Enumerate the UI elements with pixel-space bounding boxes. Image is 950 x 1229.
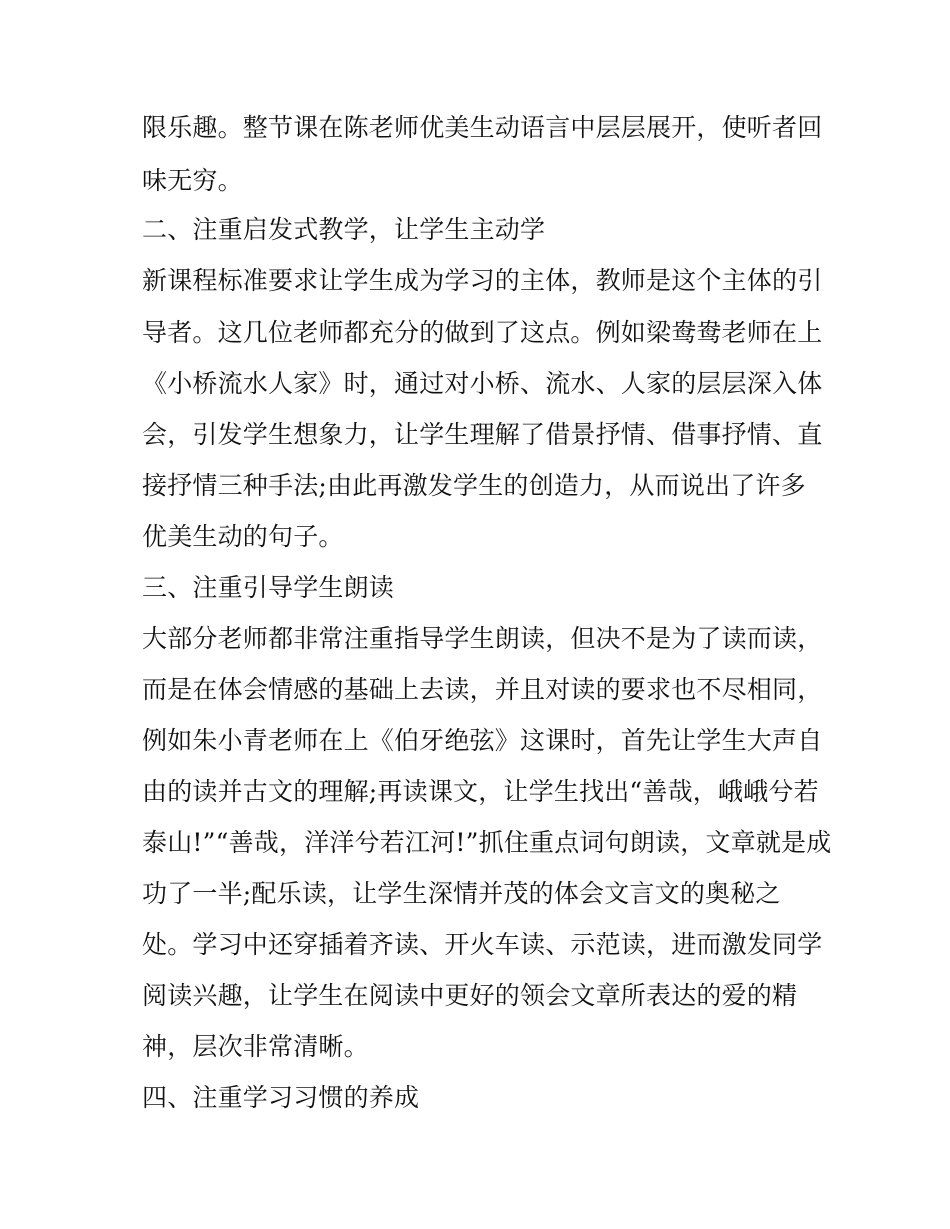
text-line: 而是在体会情感的基础上去读，并且对读的要求也不尽相同， (142, 675, 823, 704)
text-line: 阅读兴趣，让学生在阅读中更好的领会文章所表达的爱的精 (142, 981, 798, 1010)
text-line: 《小桥流水人家》时，通过对小桥、流水、人家的层层深入体 (142, 369, 823, 398)
text-line: 会，引发学生想象力，让学生理解了借景抒情、借事抒情、直 (142, 420, 823, 449)
text-line: 由的读并古文的理解;再读课文，让学生找出“善哉，峨峨兮若 (142, 777, 819, 806)
section-heading: 四、注重学习习惯的养成 (142, 1083, 420, 1112)
text-line: 新课程标准要求让学生成为学习的主体，教师是这个主体的引 (142, 266, 823, 295)
text-line: 导者。这几位老师都充分的做到了这点。例如梁鸯鸯老师在上 (142, 318, 823, 347)
section-heading: 三、注重引导学生朗读 (142, 573, 395, 602)
section-heading: 二、注重启发式教学，让学生主动学 (142, 215, 546, 244)
text-line: 大部分老师都非常注重指导学生朗读，但决不是为了读而读， (142, 624, 823, 653)
text-line: 神，层次非常清晰。 (142, 1032, 369, 1061)
text-line: 功了一半;配乐读，让学生深情并茂的体会文言文的奥秘之 (142, 879, 781, 908)
text-line: 优美生动的句子。 (142, 522, 344, 551)
text-line: 泰山!”“善哉，洋洋兮若江河!”抓住重点词句朗读，文章就是成 (142, 828, 832, 857)
text-line: 处。学习中还穿插着齐读、开火车读、示范读，进而激发同学 (142, 930, 823, 959)
text-line: 味无穷。 (142, 166, 243, 195)
text-line: 接抒情三种手法;由此再激发学生的创造力，从而说出了许多 (142, 471, 806, 500)
text-line: 限乐趣。整节课在陈老师优美生动语言中层层展开，使听者回 (142, 113, 823, 142)
text-line: 例如朱小青老师在上《伯牙绝弦》这课时，首先让学生大声自 (142, 726, 823, 755)
